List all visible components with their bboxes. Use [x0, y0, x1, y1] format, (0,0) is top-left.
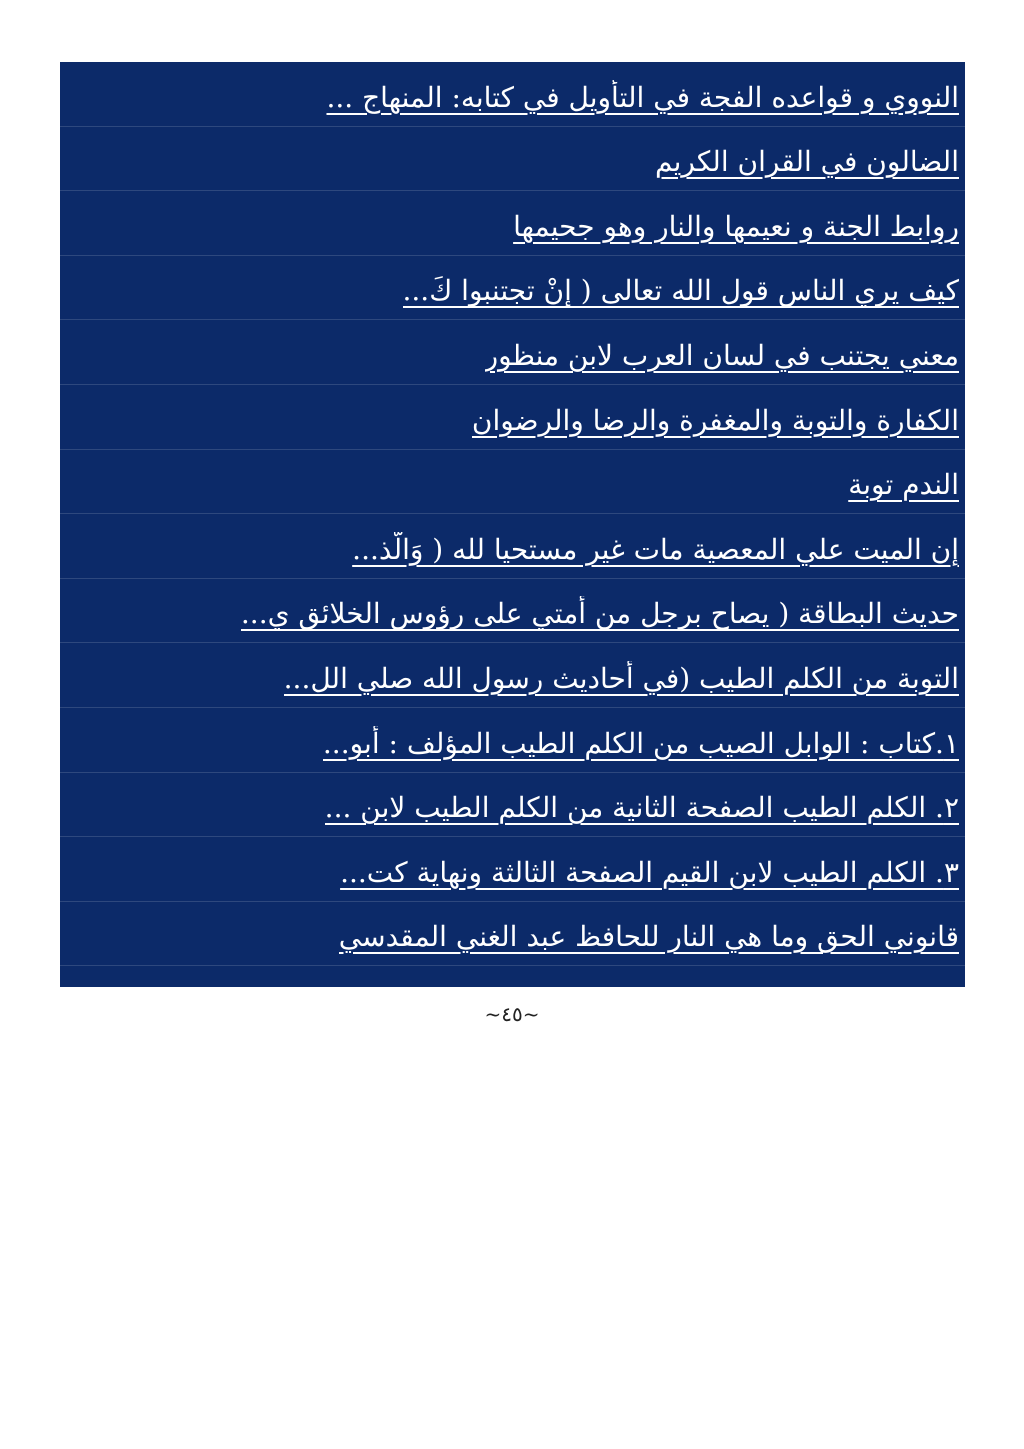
list-item — [60, 643, 965, 708]
list-item-link[interactable]: الندم توبة — [848, 468, 959, 502]
link-list — [60, 62, 965, 1289]
list-item-link[interactable]: الضالون في القران الكريم — [654, 145, 959, 179]
list-item — [60, 450, 965, 515]
list-item-link[interactable]: التوبة من الكلم الطيب (في أحاديث رسول الله صلي الل... — [283, 661, 959, 695]
list-item — [60, 902, 965, 967]
list-item-link[interactable]: قانوني الحق وما هي النار للحافظ عبد الغني المقدسي — [338, 920, 959, 954]
list-item — [60, 1096, 965, 1161]
list-item — [60, 256, 965, 321]
list-item — [60, 191, 965, 256]
list-item — [60, 320, 965, 385]
list-item-link[interactable]: التعقيب علي مقال الدلائل الواضحة على صحة حديث الب... — [276, 1114, 959, 1148]
list-item-link[interactable]: النووي و قواعده الفجة في التأويل في كتابه: المنهاج ... — [326, 80, 959, 114]
list-item-link[interactable]: حديث البطاقة ( يصاح برجل من أمتي على رؤوس الخلائق ي... — [240, 597, 959, 631]
list-item-link[interactable]: ٣. الكلم الطيب لابن القيم الصفحة الثالثة ونهاية كت... — [340, 855, 959, 889]
list-item-link[interactable]: ٢. الكلم الطيب الصفحة الثانية من الكلم الطيب لابن ... — [324, 791, 959, 825]
list-item — [60, 579, 965, 644]
list-item — [60, 62, 965, 127]
list-item-link[interactable]: حديث صاحب البطاقة ظني الدلالة.. — [551, 1049, 959, 1083]
list-item-link[interactable]: أما في الشفاعة وضوابطها ( فبرغم قدرته المطلقة علي ك... — [264, 1244, 959, 1278]
list-item-link[interactable]: إن الميت علي المعصية مات غير مستحيا لله ( وَالَّذ... — [352, 532, 959, 566]
list-item-link[interactable]: كيف يري الناس قول الله تعالى ( إنْ تجتنبوا كَ... — [402, 274, 959, 308]
list-item-link[interactable]: حديث صاحب البطاقة ظني الدلالة.. — [551, 984, 959, 1018]
list-item — [60, 773, 965, 838]
list-item — [60, 127, 965, 192]
list-item-link[interactable]: معني يجتنب في لسان العرب لابن منظور — [484, 338, 959, 372]
list-item — [60, 708, 965, 773]
list-item — [60, 514, 965, 579]
list-item — [60, 1031, 965, 1096]
list-item — [60, 385, 965, 450]
page-number: ~٤٥~ — [484, 1002, 540, 1026]
list-item — [60, 1225, 965, 1290]
list-item-link[interactable]: الكفارة والتوبة والمغفرة والرضا والرضوان — [471, 403, 959, 437]
list-item — [60, 837, 965, 902]
list-item-link[interactable]: مكرر التعقيب علي مقال الدلائل الواضحة على صحة حديث... — [261, 1178, 959, 1212]
list-item-link[interactable]: ١.كتاب : الوابل الصيب من الكلم الطيب المؤلف : أبو... — [322, 726, 959, 760]
list-item — [60, 1160, 965, 1225]
list-item-link[interactable]: روابط الجنة و نعيمها والنار وهو جحيمها — [513, 209, 959, 243]
